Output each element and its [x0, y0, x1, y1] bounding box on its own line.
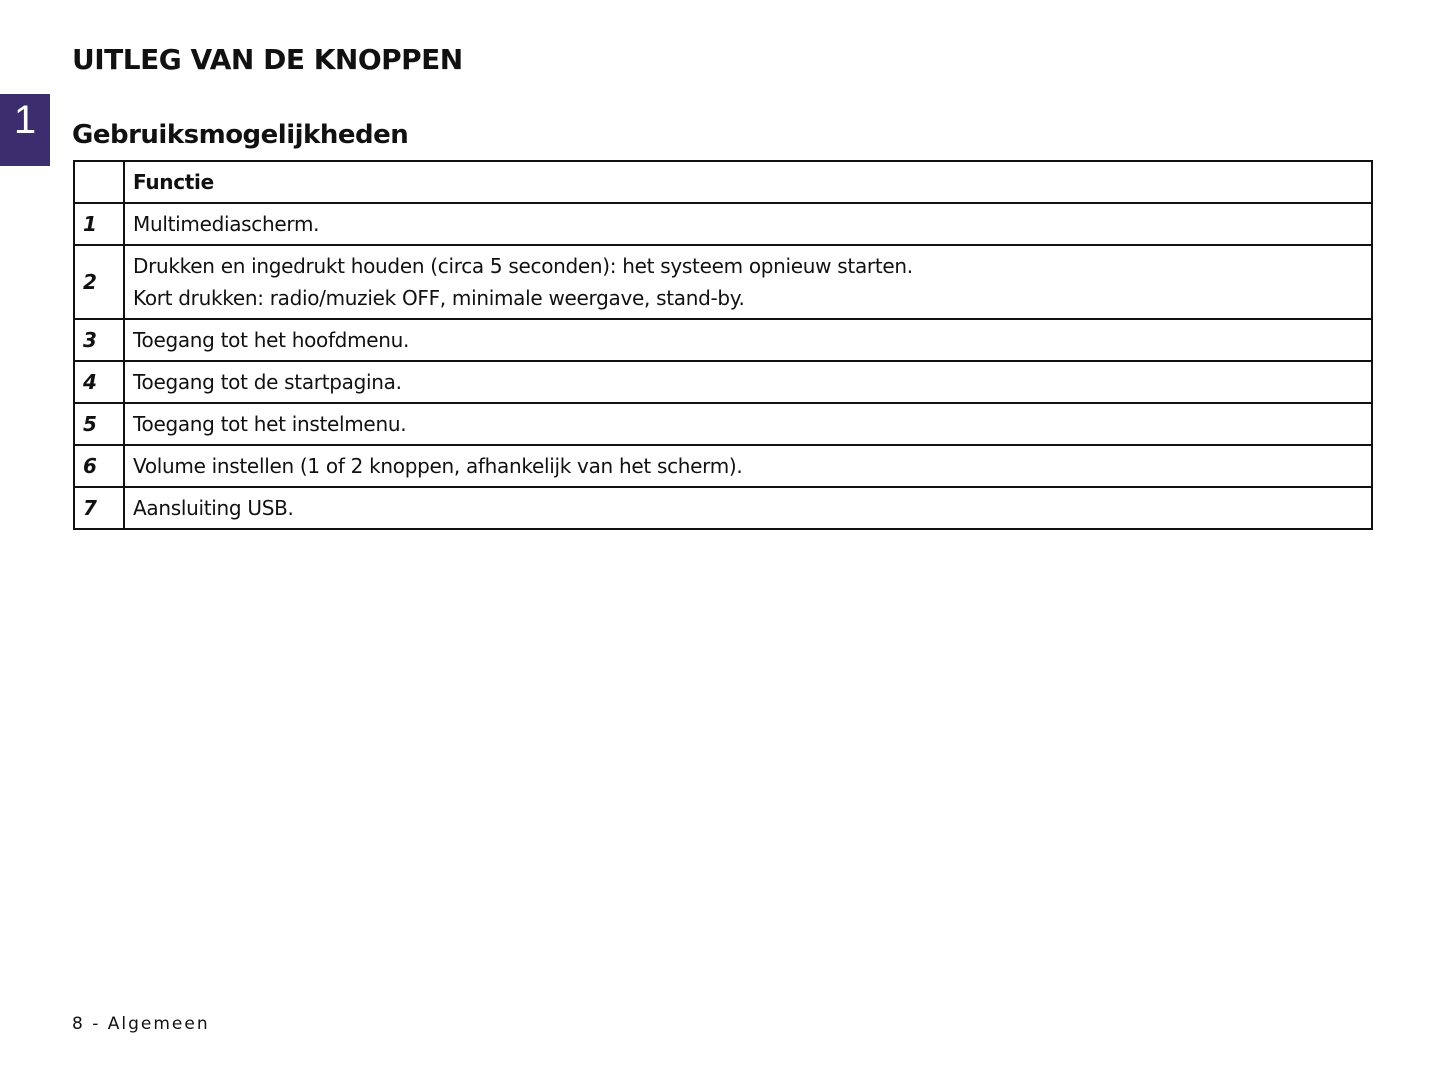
page-title: UITLEG VAN DE KNOPPEN — [72, 43, 463, 76]
table-row — [74, 403, 1372, 445]
section-title: Gebruiksmogelijkheden — [72, 120, 409, 150]
function-column-header: Functie — [124, 161, 1372, 203]
row-function — [124, 319, 1372, 361]
function-text: Toegang tot het instelmenu. — [133, 412, 407, 436]
table-row — [74, 203, 1372, 245]
chapter-tab: 1 — [0, 94, 50, 166]
table-row — [74, 487, 1372, 529]
function-text: Volume instellen (1 of 2 knoppen, afhankelijk van het scherm). — [133, 454, 743, 478]
function-text: Multimediascherm. — [133, 212, 320, 236]
row-number: 3 — [74, 319, 124, 361]
row-number: 4 — [74, 361, 124, 403]
table-row — [74, 445, 1372, 487]
row-function — [124, 403, 1372, 445]
function-text: Drukken en ingedrukt houden (circa 5 seconden): het systeem opnieuw starten. — [133, 254, 913, 278]
row-function — [124, 487, 1372, 529]
row-function — [124, 245, 1372, 319]
row-function — [124, 361, 1372, 403]
page-footer: 8 - Algemeen — [72, 1014, 210, 1034]
function-text: Aansluiting USB. — [133, 496, 294, 520]
row-number: 7 — [74, 487, 124, 529]
row-number: 1 — [74, 203, 124, 245]
row-number: 6 — [74, 445, 124, 487]
number-column-header — [74, 161, 124, 203]
row-function — [124, 203, 1372, 245]
table-row — [74, 245, 1372, 319]
function-table — [73, 160, 1373, 530]
function-text: Toegang tot het hoofdmenu. — [133, 328, 410, 352]
function-text: Toegang tot de startpagina. — [133, 370, 402, 394]
table-row — [74, 319, 1372, 361]
function-text: Kort drukken: radio/muziek OFF, minimale weergave, stand-by. — [133, 286, 745, 310]
row-number: 2 — [74, 245, 124, 319]
table-row — [74, 361, 1372, 403]
table-header-row — [74, 161, 1372, 203]
row-number: 5 — [74, 403, 124, 445]
row-function — [124, 445, 1372, 487]
